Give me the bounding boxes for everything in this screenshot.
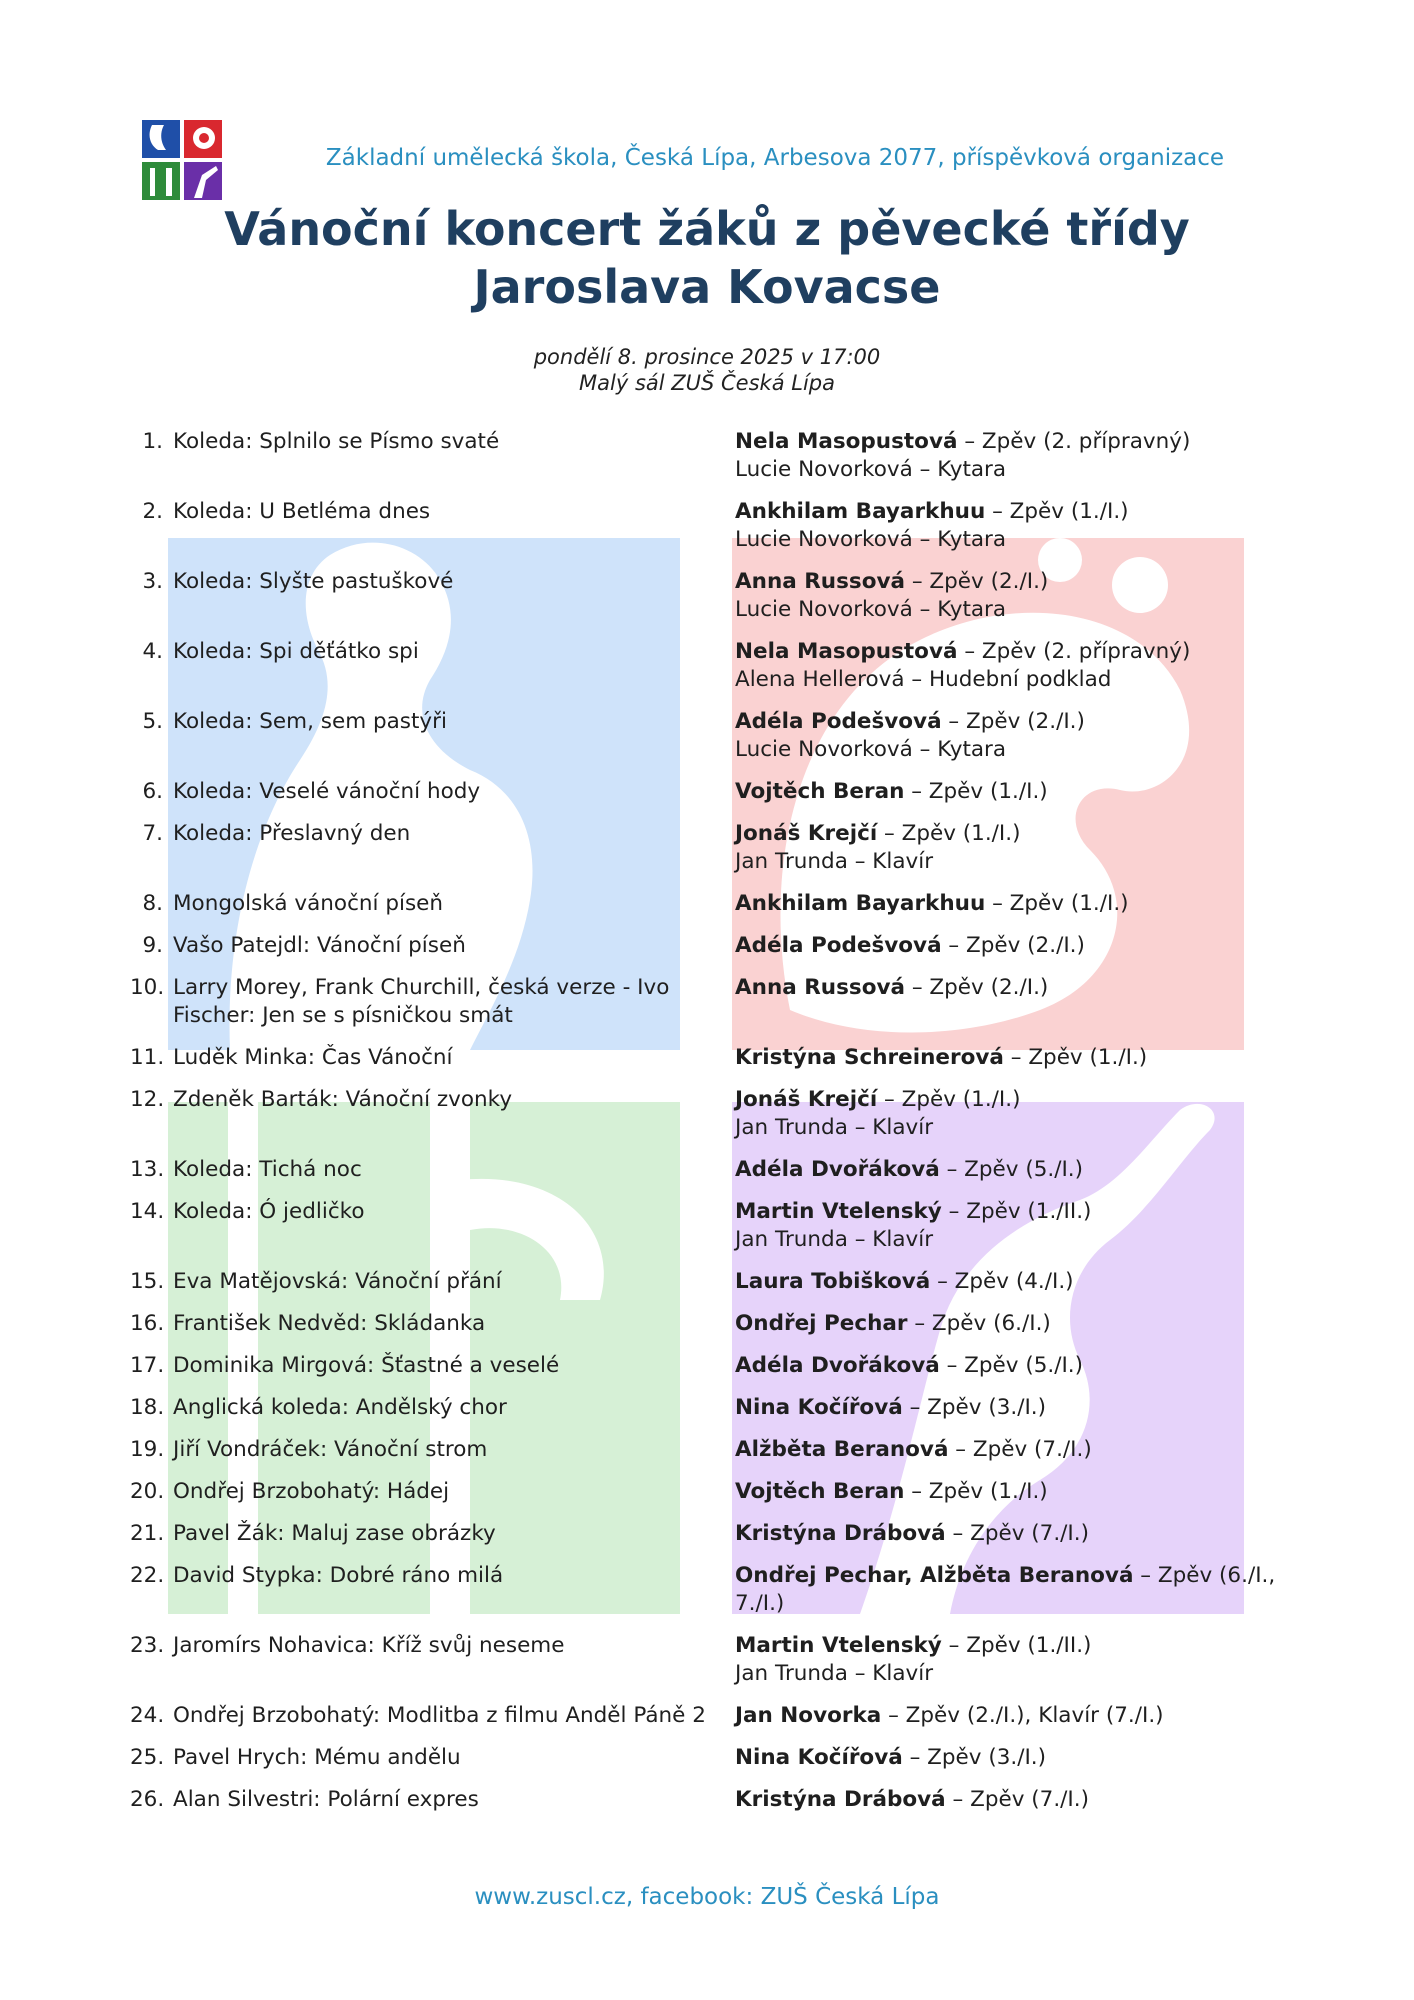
performer-line [735,498,1310,526]
performers [735,820,1310,876]
performers [735,778,1310,806]
piece-title: Ondřej Brzobohatý: Hádej [173,1479,450,1504]
program-item [130,1086,1310,1142]
item-number: 26. [130,1787,165,1812]
performer-name: Adéla Dvořáková [735,1353,940,1378]
performers [735,708,1310,764]
performer-line [735,736,1310,764]
item-number: 3. [142,569,163,594]
piece-title: Vašo Patejdl: Vánoční píseň [173,933,466,958]
performer-line [735,1478,1310,1506]
performer-line [735,778,1310,806]
event-date: pondělí 8. prosince 2025 v 17:00 [533,345,881,369]
performer-name: Adéla Podešvová [735,933,942,958]
program-item [130,1198,1310,1254]
performer-line [735,1520,1310,1548]
piece-title: Zdeněk Barták: Vánoční zvonky [173,1087,513,1112]
performers [735,498,1310,554]
school-logo [142,120,222,200]
item-number: 11. [130,1045,165,1070]
performer-line [735,1744,1310,1772]
item-number: 21. [130,1521,165,1546]
performers [735,1310,1310,1338]
item-number: 17. [130,1353,165,1378]
piece-title: Koleda: U Betléma dnes [173,499,431,524]
school-name: Základní umělecká škola, Česká Lípa, Arbesova 2077, příspěvková organizace [325,145,1225,171]
piece-title: Koleda: Spi děťátko spi [173,639,419,664]
performer-line [735,666,1310,694]
performer-line [735,1702,1310,1730]
performer-name: Anna Russová [735,569,905,594]
program-item [130,1520,1310,1548]
item-number: 2. [142,499,163,524]
performer-name: Nina Kočířová [735,1745,903,1770]
performers [735,1478,1310,1506]
performer-role: – Zpěv (7./I.) [945,1521,1089,1546]
performer-line [735,456,1310,484]
performers [735,1744,1310,1772]
performers [735,1786,1310,1814]
program-item [130,568,1310,624]
performers [735,890,1310,918]
program-item [130,1744,1310,1772]
piece-title: Pavel Hrych: Mému andělu [173,1745,461,1770]
performer-role: Jan Trunda – Klavír [735,1227,934,1252]
performers [735,1268,1310,1296]
performers [735,638,1310,694]
piece-title: František Nedvěd: Skládanka [173,1311,486,1336]
piece-title: Eva Matějovská: Vánoční přání [173,1269,502,1294]
performer-role: – Zpěv (1./II.) [941,1199,1092,1224]
performers [735,974,1310,1030]
piece-title: Jiří Vondráček: Vánoční strom [173,1437,488,1462]
item-number: 12. [130,1087,165,1112]
performer-role: – Zpěv (1./I.) [877,821,1021,846]
performer-role: – Zpěv (1./I.) [985,499,1129,524]
performer-line [735,428,1310,456]
performer-role: – Zpěv (1./I.) [904,1479,1048,1504]
program-item [130,1310,1310,1338]
performers [735,568,1310,624]
performer-line [735,820,1310,848]
performer-line [735,1156,1310,1184]
item-number: 14. [130,1199,165,1224]
piece-title: Dominika Mirgová: Šťastné a veselé [173,1353,560,1378]
item-number: 6. [142,779,163,804]
performers [735,1632,1310,1688]
piece-title: Larry Morey, Frank Churchill, česká verze - Ivo Fischer: Jen se s písničkou smát [173,975,670,1028]
performer-role: – Zpěv (1./II.) [941,1633,1092,1658]
performer-line [735,638,1310,666]
performer-role: – Zpěv (3./I.) [902,1745,1047,1770]
program-item [130,638,1310,694]
item-number: 10. [130,975,165,1000]
performer-role: – Zpěv (2./I.) [941,709,1085,734]
program-item [130,932,1310,960]
performer-role: – Zpěv (1./I.) [904,779,1048,804]
program-item [130,1352,1310,1380]
performers [735,1198,1310,1254]
performer-line [735,1198,1310,1226]
program-item [130,428,1310,484]
piece-title: Mongolská vánoční píseň [173,891,443,916]
performer-line [735,974,1310,1002]
program-item [130,1436,1310,1464]
piece-title: Koleda: Slyšte pastuškové [173,569,454,594]
performer-role: Jan Trunda – Klavír [735,1661,934,1686]
performer-line [735,1114,1310,1142]
performer-role: – Zpěv (2./I.) [905,975,1049,1000]
piece-title: Ondřej Brzobohatý: Modlitba z filmu Anděl Páně 2 [173,1703,706,1728]
item-number: 5. [142,709,163,734]
piece-title: Luděk Minka: Čas Vánoční [173,1045,453,1070]
program-item [130,1044,1310,1072]
performer-name: Alžběta Beranová [735,1437,949,1462]
program-item [130,498,1310,554]
program-item [130,820,1310,876]
program-item [130,1268,1310,1296]
program-item [130,708,1310,764]
performer-role: – Zpěv (4./I.) [930,1269,1074,1294]
performer-name: Nela Masopustová [735,639,958,664]
performer-role: – Zpěv (2. přípravný) [957,639,1191,664]
performers [735,1562,1310,1618]
program-item [130,1478,1310,1506]
item-number: 9. [142,933,163,958]
item-number: 1. [142,429,163,454]
footer-links: www.zuscl.cz, facebook: ZUŠ Česká Lípa [474,1884,940,1910]
item-number: 4. [142,639,163,664]
performer-role: Lucie Novorková – Kytara [735,597,1007,622]
program-item [130,1632,1310,1688]
program-item [130,1702,1310,1730]
piece-title: Jaromírs Nohavica: Kříž svůj neseme [173,1633,565,1658]
performers [735,1086,1310,1142]
performer-name: Vojtěch Beran [735,779,905,804]
performer-name: Kristýna Drábová [735,1787,946,1812]
performer-role: – Zpěv (1./I.) [877,1087,1021,1112]
program-item [130,778,1310,806]
item-number: 8. [142,891,163,916]
item-number: 19. [130,1437,165,1462]
performer-line [735,848,1310,876]
event-info [107,344,1307,396]
piece-title: Koleda: Tichá noc [173,1157,362,1182]
performers [735,1044,1310,1072]
piece-title: Koleda: Sem, sem pastýři [173,709,447,734]
performer-line [735,596,1310,624]
performer-name: Jan Novorka [735,1703,882,1728]
performer-role: Jan Trunda – Klavír [735,849,934,874]
performer-name: Laura Tobišková [735,1269,931,1294]
performer-name: Jonáš Krejčí [735,821,878,846]
performer-role: – Zpěv (5./I.) [939,1157,1084,1182]
piece-title: Pavel Žák: Maluj zase obrázky [173,1521,496,1546]
performer-role: – Zpěv (6./I., 7./I.) [735,1563,1276,1616]
performers [735,1352,1310,1380]
program-item [130,1786,1310,1814]
performer-role: Lucie Novorková – Kytara [735,457,1007,482]
item-number: 15. [130,1269,165,1294]
performer-role: – Zpěv (2. přípravný) [957,429,1191,454]
performer-line [735,1436,1310,1464]
item-number: 16. [130,1311,165,1336]
performer-name: Martin Vtelenský [735,1199,942,1224]
item-number: 22. [130,1563,165,1588]
performer-role: – Zpěv (7./I.) [948,1437,1092,1462]
item-number: 20. [130,1479,165,1504]
performers [735,1520,1310,1548]
performer-line [735,526,1310,554]
item-number: 18. [130,1395,165,1420]
piece-title: Anglická koleda: Andělský chor [173,1395,507,1420]
performers [735,1394,1310,1422]
program-item [130,974,1310,1030]
item-number: 24. [130,1703,165,1728]
piece-title: David Stypka: Dobré ráno milá [173,1563,504,1588]
performer-role: – Zpěv (1./I.) [1003,1045,1148,1070]
performer-line [735,1632,1310,1660]
performer-role: – Zpěv (7./I.) [945,1787,1089,1812]
performer-name: Vojtěch Beran [735,1479,905,1504]
performer-line [735,1226,1310,1254]
program-item [130,1562,1310,1618]
performer-role: – Zpěv (2./I.), Klavír (7./I.) [881,1703,1164,1728]
program-list [130,428,1310,1828]
performer-role: – Zpěv (2./I.) [941,933,1085,958]
performers [735,1436,1310,1464]
performers [735,1156,1310,1184]
performer-line [735,1044,1310,1072]
performer-line [735,890,1310,918]
piece-title: Koleda: Splnilo se Písmo svaté [173,429,500,454]
item-number: 13. [130,1157,165,1182]
item-number: 7. [142,821,163,846]
performer-name: Kristýna Drábová [735,1521,946,1546]
performer-role: – Zpěv (5./I.) [939,1353,1084,1378]
piece-title: Koleda: Přeslavný den [173,821,411,846]
performer-line [735,1268,1310,1296]
program-item [130,890,1310,918]
piece-title: Alan Silvestri: Polární expres [173,1787,479,1812]
piece-title: Koleda: Ó jedličko [173,1199,365,1224]
performer-line [735,1310,1310,1338]
performer-name: Ondřej Pechar [735,1311,908,1336]
performer-name: Kristýna Schreinerová [735,1045,1004,1070]
performers [735,428,1310,484]
performer-name: Ankhilam Bayarkhuu [735,891,986,916]
performer-role: – Zpěv (3./I.) [902,1395,1047,1420]
performer-line [735,1086,1310,1114]
performer-line [735,1562,1310,1618]
performer-name: Adéla Dvořáková [735,1157,940,1182]
event-venue: Malý sál ZUŠ Česká Lípa [579,371,835,395]
performers [735,932,1310,960]
performer-line [735,568,1310,596]
performer-role: Alena Hellerová – Hudební podklad [735,667,1112,692]
performer-name: Ankhilam Bayarkhuu [735,499,986,524]
performer-name: Martin Vtelenský [735,1633,942,1658]
performer-line [735,1786,1310,1814]
performer-line [735,932,1310,960]
title-line-1: Vánoční koncert žáků z pěvecké třídy [224,202,1190,256]
program-item [130,1394,1310,1422]
performer-role: Jan Trunda – Klavír [735,1115,934,1140]
title-line-2: Jaroslava Kovacse [473,260,941,314]
performer-line [735,1394,1310,1422]
performer-role: – Zpěv (1./I.) [985,891,1129,916]
performer-name: Anna Russová [735,975,905,1000]
performer-role: – Zpěv (2./I.) [905,569,1049,594]
piece-title: Koleda: Veselé vánoční hody [173,779,481,804]
performer-line [735,1352,1310,1380]
program-item [130,1156,1310,1184]
performer-role: Lucie Novorková – Kytara [735,527,1007,552]
performer-name: Ondřej Pechar, Alžběta Beranová [735,1563,1134,1588]
performer-role: – Zpěv (6./I.) [907,1311,1051,1336]
performer-line [735,708,1310,736]
item-number: 23. [130,1633,165,1658]
performer-line [735,1660,1310,1688]
performer-name: Nela Masopustová [735,429,958,454]
performers [735,1702,1310,1730]
performer-role: Lucie Novorková – Kytara [735,737,1007,762]
page-title [107,200,1307,316]
performer-name: Nina Kočířová [735,1395,903,1420]
performer-name: Jonáš Krejčí [735,1087,878,1112]
item-number: 25. [130,1745,165,1770]
performer-name: Adéla Podešvová [735,709,942,734]
